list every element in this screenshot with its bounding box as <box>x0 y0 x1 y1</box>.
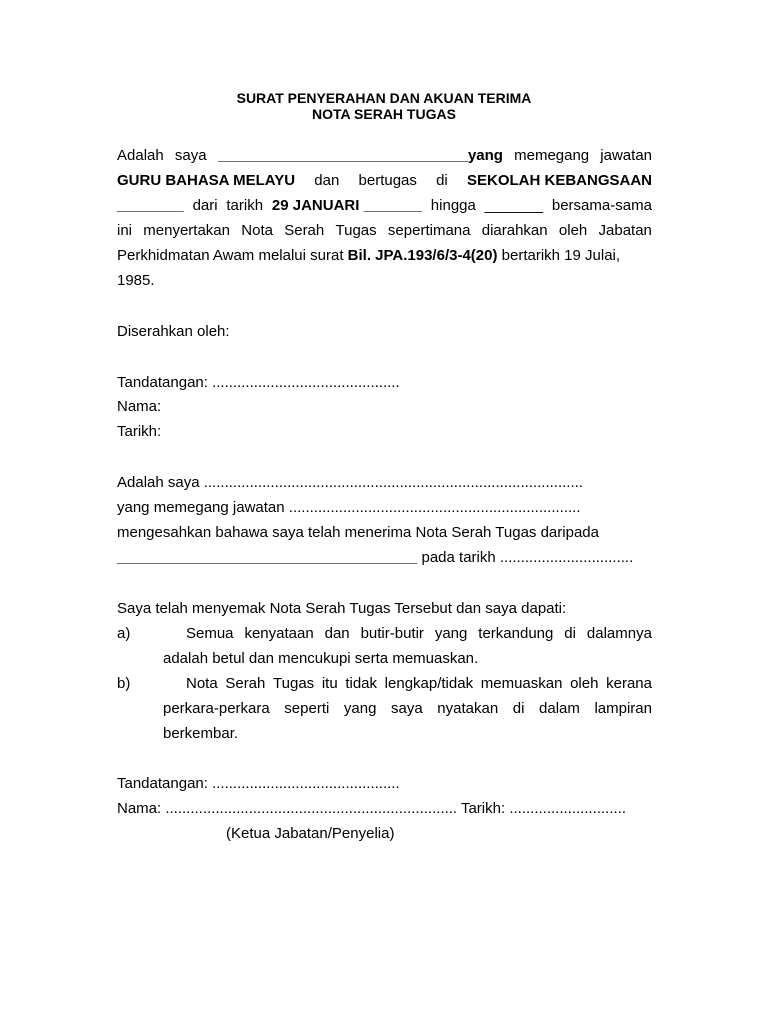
reference-number: Bil. JPA.193/6/3-4(20) <box>347 247 498 264</box>
date-field: Tarikh: <box>117 423 162 440</box>
word: terkandung <box>478 625 554 642</box>
para1-line5 <box>117 246 620 266</box>
handover-from-line <box>117 548 633 568</box>
word: Serah <box>225 675 266 692</box>
word: ini <box>117 222 133 239</box>
school-name: SEKOLAH KEBANGSAAN <box>466 172 652 189</box>
word: yang <box>343 700 377 717</box>
word: memegang <box>514 147 590 164</box>
item-b-label: b) <box>117 675 131 692</box>
word: di <box>436 172 448 189</box>
text: pada tarikh ................................ <box>417 549 634 566</box>
word: bersama-sama <box>551 197 652 214</box>
word: Nota <box>241 222 273 239</box>
word: seperti <box>284 700 330 717</box>
word: tidak <box>345 675 378 692</box>
para1-line1 <box>117 146 652 166</box>
school-blank: ________ <box>117 197 184 214</box>
word: butir-butir <box>360 625 424 642</box>
word: di <box>512 700 525 717</box>
approver-role: (Ketua Jabatan/Penyelia) <box>226 825 395 842</box>
word: saya <box>391 700 423 717</box>
word: Adalah <box>117 147 164 164</box>
word: saya <box>174 147 207 164</box>
word: sepertimana <box>387 222 471 239</box>
item-a-line2: adalah betul dan mencukupi serta memuaskan. <box>163 650 479 667</box>
word: dan <box>324 625 350 642</box>
word: Nota <box>186 675 218 692</box>
word: kenyataan <box>244 625 314 642</box>
item-b-line3: berkembar. <box>163 725 239 742</box>
word: Jabatan <box>598 222 652 239</box>
approver-name-date-field: Nama: ...................................................................... Tarikh: ............................ <box>117 800 627 817</box>
word: memuaskan <box>480 675 563 692</box>
name-field: Nama: <box>117 398 162 415</box>
giver-blank: ____________________________________ <box>117 549 418 566</box>
item-a-label: a) <box>117 625 131 642</box>
review-intro: Saya telah menyemak Nota Serah Tugas Tersebut dan saya dapati: <box>117 600 567 617</box>
word: diarahkan <box>481 222 548 239</box>
word: Tugas <box>335 222 377 239</box>
signature-field: Tandatangan: ............................................. <box>117 374 400 391</box>
name-blank: ______________________________yang <box>217 147 503 164</box>
para1-line2 <box>117 171 652 191</box>
handed-over-by-label: Diserahkan oleh: <box>117 323 230 340</box>
start-date: 29 JANUARI _______ <box>271 197 422 214</box>
para1-line3 <box>117 196 652 216</box>
confirmation-line: mengesahkan bahawa saya telah menerima Nota Serah Tugas daripada <box>117 524 599 541</box>
item-a-line1 <box>186 624 652 644</box>
word: dalam <box>539 700 580 717</box>
word: itu <box>321 675 338 692</box>
document-title-line2: NOTA SERAH TUGAS <box>312 106 456 122</box>
word: nyatakan <box>437 700 499 717</box>
approver-signature-field: Tandatangan: ............................................. <box>117 775 400 792</box>
word: dan <box>314 172 340 189</box>
word: lengkap/tidak <box>384 675 474 692</box>
word: oleh <box>558 222 588 239</box>
receiver-name-line: Adalah saya ........................................................................................... <box>117 474 583 491</box>
receiver-position-line: yang memegang jawatan ...................................................................... <box>117 499 581 516</box>
word: jawatan <box>600 147 652 164</box>
document-title-line1: SURAT PENYERAHAN DAN AKUAN TERIMA <box>236 90 532 106</box>
text: Perkhidmatan Awam melalui surat <box>117 247 348 264</box>
word: tarikh <box>226 197 264 214</box>
para1-line4 <box>117 221 652 241</box>
word: menyertakan <box>143 222 230 239</box>
item-b-line1 <box>186 674 652 694</box>
end-date-blank: _______ <box>484 197 544 214</box>
word: Semua <box>186 625 234 642</box>
word: yang <box>434 625 468 642</box>
word: Tugas <box>273 675 315 692</box>
position-title: GURU BAHASA MELAYU <box>117 172 296 189</box>
word: oleh <box>570 675 599 692</box>
item-b-line2 <box>163 699 652 719</box>
word: bertugas <box>358 172 417 189</box>
word: perkara-perkara <box>163 700 270 717</box>
word: kerana <box>606 675 652 692</box>
para1-line6: 1985. <box>117 272 155 289</box>
word: dalamnya <box>586 625 652 642</box>
word: di <box>564 625 576 642</box>
word: dari <box>192 197 218 214</box>
text: bertarikh 19 Julai, <box>497 247 621 264</box>
word: Serah <box>284 222 325 239</box>
word: hingga <box>430 197 476 214</box>
word: lampiran <box>594 700 652 717</box>
